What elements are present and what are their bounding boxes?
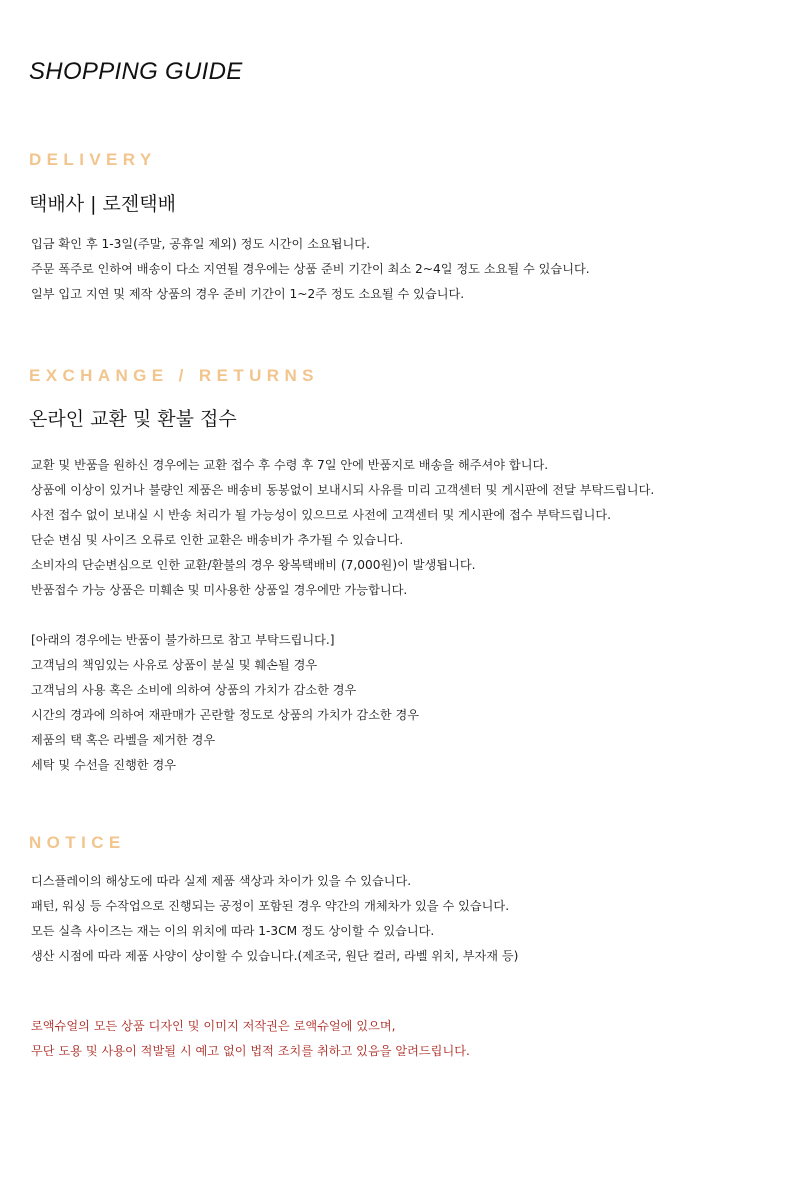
exchange-info <box>31 453 654 778</box>
notice-line: 생산 시점에 따라 제품 사양이 상이할 수 있습니다.(제조국, 원단 컬러, 라벨 위치, 부자재 등) <box>31 949 519 963</box>
exchange-section-label: EXCHANGE / RETURNS <box>29 366 319 385</box>
delivery-line: 일부 입고 지연 및 제작 상품의 경우 준비 기간이 1~2주 정도 소요될 수 있습니다. <box>31 287 465 301</box>
delivery-heading: 택배사 | 로젠택배 <box>29 193 176 215</box>
restriction-item: 고객님의 책임있는 사유로 상품이 분실 및 훼손될 경우 <box>31 658 318 672</box>
notice-section-label: NOTICE <box>29 833 126 852</box>
exchange-line: 소비자의 단순변심으로 인한 교환/환불의 경우 왕복택배비 (7,000원)이 발생됩니다. <box>31 558 476 572</box>
copyright-line: 로액슈얼의 모든 상품 디자인 및 이미지 저작권은 로액슈얼에 있으며, <box>31 1019 396 1033</box>
delivery-line: 입금 확인 후 1-3일(주말, 공휴일 제외) 정도 시간이 소요됩니다. <box>31 237 370 251</box>
page-title: SHOPPING GUIDE <box>29 58 243 85</box>
notice-info <box>31 869 518 969</box>
restriction-item: 시간의 경과에 의하여 재판매가 곤란할 정도로 상품의 가치가 감소한 경우 <box>31 708 420 722</box>
notice-line: 패턴, 워싱 등 수작업으로 진행되는 공정이 포함된 경우 약간의 개체차가 있을 수 있습니다. <box>31 899 510 913</box>
notice-line: 디스플레이의 해상도에 따라 실제 제품 색상과 차이가 있을 수 있습니다. <box>31 874 412 888</box>
exchange-line: 상품에 이상이 있거나 불량인 제품은 배송비 동봉없이 보내시되 사유를 미리 고객센터 및 게시판에 전달 부탁드립니다. <box>31 483 655 497</box>
delivery-section-label: DELIVERY <box>29 150 157 169</box>
restriction-item: 고객님의 사용 혹은 소비에 의하여 상품의 가치가 감소한 경우 <box>31 683 357 697</box>
notice-line: 모든 실측 사이즈는 재는 이의 위치에 따라 1-3CM 정도 상이할 수 있습니다. <box>31 924 435 938</box>
restriction-item: 제품의 택 혹은 라벨을 제거한 경우 <box>31 733 216 747</box>
delivery-line: 주문 폭주로 인하여 배송이 다소 지연될 경우에는 상품 준비 기간이 최소 2~4일 정도 소요될 수 있습니다. <box>31 262 590 276</box>
exchange-line: 교환 및 반품을 원하신 경우에는 교환 접수 후 수령 후 7일 안에 반품지로 배송을 해주셔야 합니다. <box>31 458 549 472</box>
copyright-line: 무단 도용 및 사용이 적발될 시 예고 없이 법적 조치를 취하고 있음을 알려드립니다. <box>31 1044 470 1058</box>
delivery-info <box>31 232 590 307</box>
exchange-line: 반품접수 가능 상품은 미훼손 및 미사용한 상품일 경우에만 가능합니다. <box>31 583 408 597</box>
copyright-notice <box>31 1014 470 1064</box>
restriction-item: 세탁 및 수선을 진행한 경우 <box>31 758 177 772</box>
exchange-heading: 온라인 교환 및 환불 접수 <box>29 408 237 430</box>
exchange-line: 단순 변심 및 사이즈 오류로 인한 교환은 배송비가 추가될 수 있습니다. <box>31 533 404 547</box>
exchange-line: 사전 접수 없이 보내실 시 반송 처리가 될 가능성이 있으므로 사전에 고객센터 및 게시판에 접수 부탁드립니다. <box>31 508 612 522</box>
blank-line <box>31 603 654 628</box>
restrictions-title: [아래의 경우에는 반품이 불가하므로 참고 부탁드립니다.] <box>31 633 335 647</box>
